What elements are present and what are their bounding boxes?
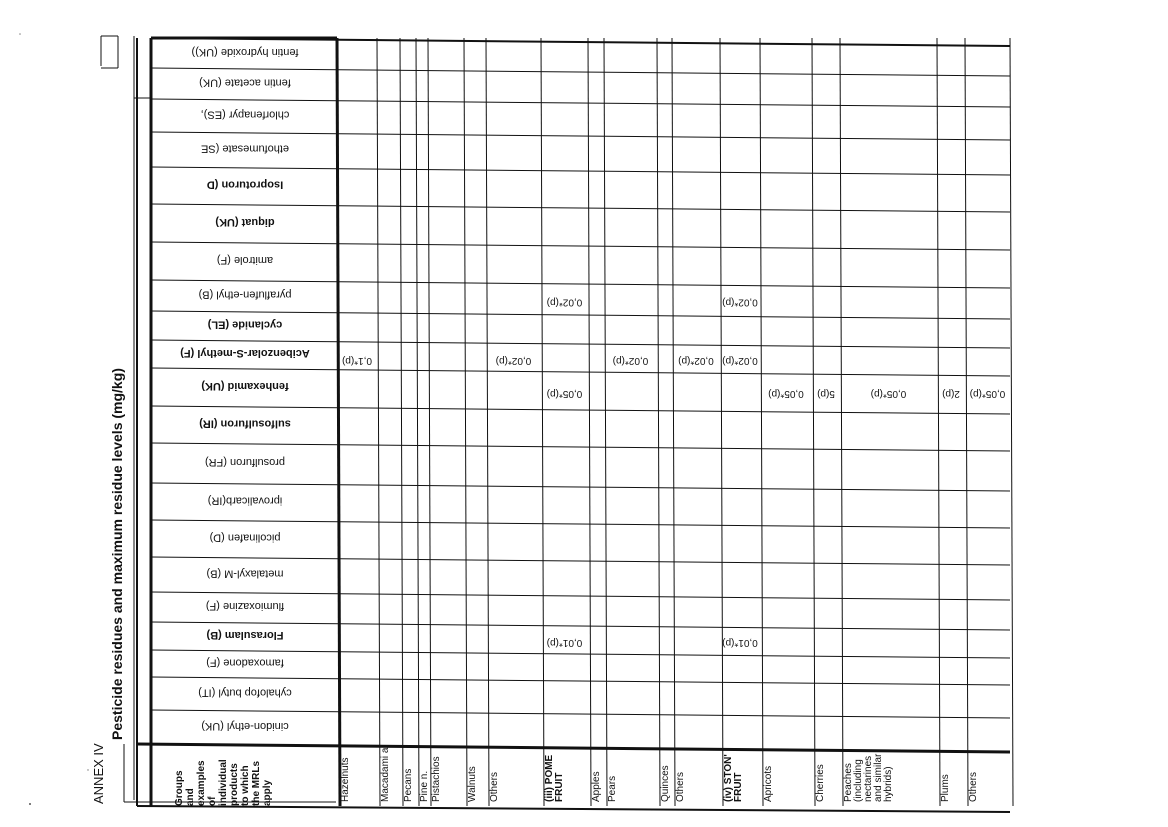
- grid-vertical-line: [464, 38, 467, 806]
- product-label: Pecans: [403, 768, 414, 802]
- pesticide-header-label: famoxadone (F): [206, 656, 284, 669]
- mrl-cell-value: 0,01*(p): [546, 637, 583, 648]
- mrl-cell-value: 0,05*(p): [969, 388, 1006, 399]
- mrl-cell-value: 0,1*(p): [341, 355, 373, 366]
- pesticide-header-label: cyclanide (EL): [207, 318, 283, 331]
- scan-speck: [19, 33, 21, 35]
- mrl-cell-value: 0,01*(p): [722, 637, 758, 648]
- grid-horizontal-line: [151, 677, 1010, 685]
- grid-vertical-line: [604, 38, 607, 806]
- scan-speck: [29, 803, 31, 805]
- grid-horizontal-line: [151, 557, 1010, 565]
- product-label: (iv) STON'FRUIT: [723, 754, 744, 802]
- product-label: Others: [968, 771, 979, 802]
- scan-speck: [87, 769, 88, 770]
- product-label: Others: [489, 771, 500, 802]
- grid-vertical-line: [541, 38, 544, 806]
- grid-horizontal-line: [151, 443, 1010, 451]
- grid-vertical-line: [400, 38, 403, 806]
- product-label: Plums: [940, 774, 951, 802]
- pesticide-header-label: prosulfuron (FR): [204, 456, 286, 468]
- mrl-cell-value: 0,05*(p): [768, 388, 804, 399]
- pesticide-header-label: fentin hydroxide (UK)): [191, 46, 299, 58]
- grid-vertical-line: [337, 38, 340, 806]
- grid-horizontal-line: [151, 622, 1010, 630]
- pesticide-header-label: cyhalofop butyl (IT): [198, 686, 292, 699]
- groups-header: Groupsandexamplesofindividualproductsto whichthe MRLsapply: [174, 759, 273, 806]
- grid-horizontal-line: [151, 520, 1010, 528]
- grid-vertical-line: [812, 38, 815, 806]
- mrl-cell-value: 2(p): [942, 388, 960, 399]
- grid-vertical-line: [377, 38, 380, 806]
- grid-horizontal-line: [151, 132, 1010, 140]
- mrl-cell-value: 0,02*(p): [546, 296, 583, 308]
- grid-horizontal-line: [137, 744, 1010, 752]
- grid-horizontal-line: [151, 99, 1010, 107]
- grid-horizontal-line: [151, 311, 1010, 319]
- annex-label: ANNEX IV: [91, 743, 106, 804]
- product-label: Hazelnuts: [340, 757, 351, 802]
- grid-horizontal-line: [151, 368, 1010, 376]
- mrl-cell-value: 0,02*(p): [722, 296, 758, 308]
- pesticide-header-label: amitrole (F): [216, 254, 274, 266]
- product-label: Pears: [607, 775, 618, 802]
- product-label: Macadami a: [380, 747, 391, 802]
- grid-horizontal-line: [151, 68, 1010, 76]
- grid-vertical-line: [1010, 38, 1013, 806]
- grid-horizontal-line: [151, 280, 1010, 288]
- grid-vertical-line: [965, 38, 968, 806]
- grid-horizontal-line: [151, 406, 1010, 414]
- product-label: Cherries: [815, 764, 826, 802]
- pesticide-header-label: fentin acetate (UK): [199, 76, 291, 89]
- mrl-cell-value: 0,02*(p): [495, 355, 532, 366]
- pesticide-header-label: pyraflufen-ethyl (B): [198, 288, 292, 301]
- grid-vertical-line: [937, 38, 940, 806]
- pesticide-header-label: iprovalicarb(IR): [207, 494, 283, 507]
- pesticide-header-label: picolinafen (D): [209, 531, 281, 544]
- grid-horizontal-line: [151, 242, 1010, 250]
- grid-vertical-line: [760, 38, 763, 806]
- grid-vertical-line: [416, 38, 419, 806]
- product-label: Pistachios: [431, 756, 442, 802]
- grid-horizontal-line: [151, 167, 1010, 175]
- pesticide-header-label: chlorfenapyr (ES),: [200, 108, 290, 121]
- grid-vertical-line: [428, 38, 431, 806]
- mrl-cell-value: 0,02*(p): [678, 355, 714, 366]
- grid-horizontal-line: [151, 592, 1010, 600]
- mrl-cell-value: 0,05*(p): [870, 388, 907, 399]
- pesticide-header-label: sulfosulfuron (IR): [199, 417, 291, 430]
- product-label: Quinces: [660, 765, 671, 802]
- pesticide-header-label: diquat (UK): [215, 216, 275, 228]
- pesticide-header-label: fenhexamid (UK): [201, 380, 289, 392]
- pesticide-header-label: Acibenzolar-S-methyl (F): [180, 347, 310, 359]
- grid-vertical-line: [720, 38, 723, 806]
- mrl-cell-value: 0,02*(p): [722, 355, 758, 366]
- pesticide-header-label: Isoproturon (D: [206, 178, 284, 191]
- grid-vertical-line: [588, 38, 591, 806]
- pesticide-header-label: cinidon-ethyl (UK): [201, 720, 289, 732]
- mrl-cell-value: 0,05*(p): [546, 388, 583, 399]
- grid-vertical-line: [657, 38, 660, 806]
- pesticide-header-label: Florasulam (B): [206, 629, 284, 641]
- product-label: Peaches(includingnectarinesand similarhybrids): [843, 753, 894, 802]
- mrl-cell-value: 5(p): [817, 388, 835, 399]
- grid-horizontal-line: [151, 204, 1010, 212]
- pesticide-header-label: metalaxyl-M (B): [206, 567, 284, 580]
- product-label: Pine n.: [419, 770, 430, 802]
- pesticide-header-label: ethofumesate (SE: [200, 142, 290, 155]
- product-label: Walnuts: [467, 766, 478, 802]
- product-label: (iii) POMEFRUIT: [544, 754, 565, 802]
- pesticide-header-row: [180, 46, 310, 732]
- grid-horizontal-line: [151, 340, 1010, 348]
- product-label: Apricots: [763, 765, 774, 802]
- product-label: Apples: [591, 771, 602, 802]
- product-label: Others: [675, 771, 686, 802]
- pesticide-header-label: flumioxazine (F): [205, 600, 285, 612]
- mrl-cell-value: 0,02*(p): [612, 355, 649, 366]
- table-title: Pesticide residues and maximum residue levels (mg/kg): [109, 368, 125, 740]
- grid-horizontal-line: [151, 483, 1010, 491]
- grid-vertical-line: [840, 38, 843, 806]
- grid-vertical-line: [672, 38, 675, 806]
- grid-vertical-line: [486, 38, 489, 806]
- grid-horizontal-line: [151, 710, 1010, 718]
